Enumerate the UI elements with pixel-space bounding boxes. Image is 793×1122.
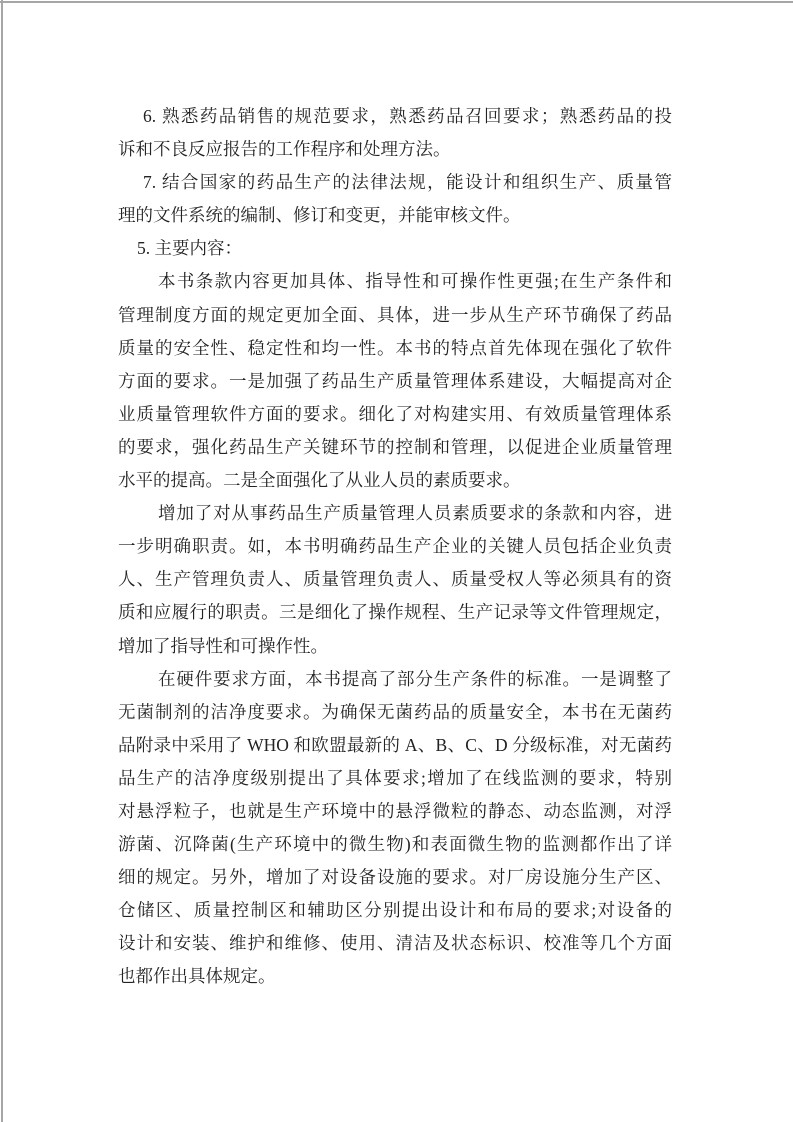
text-line: 质和应履行的职责。三是细化了操作规程、生产记录等文件管理规定， bbox=[118, 602, 672, 623]
page-left-edge-line bbox=[1, 0, 3, 1122]
text-line: 仓储区、质量控制区和辅助区分别提出设计和布局的要求;对设备的 bbox=[118, 900, 672, 921]
text-line: 细的规定。另外，增加了对设备设施的要求。对厂房设施分生产区、 bbox=[118, 867, 672, 888]
text-line: 设计和安装、维护和维修、使用、清洁及状态标识、校准等几个方面 bbox=[118, 933, 672, 954]
text-line: 一步明确职责。如，本书明确药品生产企业的关键人员包括企业负责 bbox=[118, 536, 672, 557]
text-line: 诉和不良反应报告的工作程序和处理方法。 bbox=[118, 139, 451, 160]
text-line: 也都作出具体规定。 bbox=[118, 966, 276, 987]
text-line: 增加了指导性和可操作性。 bbox=[118, 635, 328, 656]
text-line: 管理制度方面的规定更加全面、具体，进一步从生产环节确保了药品 bbox=[118, 304, 672, 325]
text-line: 本书条款内容更加具体、指导性和可操作性更强;在生产条件和 bbox=[158, 271, 672, 292]
text-line: 7. 结合国家的药品生产的法律法规，能设计和组织生产、质量管 bbox=[143, 172, 672, 193]
text-line: 在硬件要求方面，本书提高了部分生产条件的标准。一是调整了 bbox=[158, 668, 672, 689]
paragraph-numbered-item bbox=[118, 166, 672, 232]
paragraph-numbered-heading bbox=[118, 232, 672, 265]
paragraph-body bbox=[118, 265, 672, 497]
text-line: 的要求，强化药品生产关键环节的控制和管理，以促进企业质量管理 bbox=[118, 436, 672, 457]
paragraph-numbered-item bbox=[118, 100, 672, 166]
text-line: 水平的提高。二是全面强化了从业人员的素质要求。 bbox=[118, 470, 521, 491]
text-line: 方面的要求。一是加强了药品生产质量管理体系建设，大幅提高对企 bbox=[118, 370, 672, 391]
page-top-edge-line bbox=[0, 1, 793, 3]
paragraph-body bbox=[118, 663, 672, 994]
text-line: 理的文件系统的编制、修订和变更，并能审核文件。 bbox=[118, 205, 521, 226]
text-line: 6. 熟悉药品销售的规范要求，熟悉药品召回要求；熟悉药品的投 bbox=[143, 106, 672, 126]
text-line: 业质量管理软件方面的要求。细化了对构建实用、有效质量管理体系 bbox=[118, 403, 672, 424]
text-line: 无菌制剂的洁净度要求。为确保无菌药品的质量安全，本书在无菌药 bbox=[118, 701, 672, 722]
text-line: 增加了对从事药品生产质量管理人员素质要求的条款和内容，进 bbox=[158, 503, 672, 524]
document-body bbox=[118, 100, 672, 994]
text-line: 人、生产管理负责人、质量管理负责人、质量受权人等必须具有的资 bbox=[118, 569, 672, 590]
text-line: 对悬浮粒子，也就是生产环境中的悬浮微粒的静态、动态监测，对浮 bbox=[118, 800, 672, 821]
text-line: 质量的安全性、稳定性和均一性。本书的特点首先体现在强化了软件 bbox=[118, 337, 672, 358]
text-line: 品生产的洁净度级别提出了具体要求;增加了在线监测的要求，特别 bbox=[118, 767, 672, 788]
text-line: 游菌、沉降菌(生产环境中的微生物)和表面微生物的监测都作出了详 bbox=[118, 834, 672, 855]
text-line: 5. 主要内容： bbox=[137, 238, 242, 259]
paragraph-body bbox=[118, 497, 672, 662]
text-line: 品附录中采用了 WHO 和欧盟最新的 A、B、C、D 分级标准，对无菌药 bbox=[118, 734, 672, 755]
